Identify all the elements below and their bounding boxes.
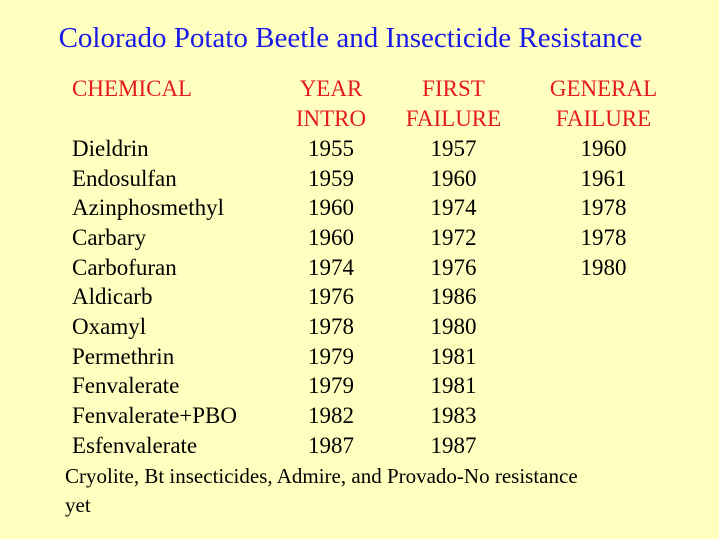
cell-general-failure: 1978 xyxy=(580,195,627,221)
cell-chemical: Fenvalerate+PBO xyxy=(72,403,237,429)
cell-year-intro: 1976 xyxy=(308,284,354,310)
cell-chemical: Fenvalerate xyxy=(72,373,180,399)
table-row xyxy=(62,312,690,342)
footnote: Cryolite, Bt insecticides, Admire, and Provado-No resistance yet xyxy=(65,464,578,517)
cell-chemical: Aldicarb xyxy=(72,284,153,310)
table-row xyxy=(62,223,690,253)
cell-general-failure xyxy=(517,342,690,372)
cell-first-failure: 1960 xyxy=(430,165,477,191)
cell-year-intro: 1982 xyxy=(308,403,354,429)
cell-first-failure: 1976 xyxy=(430,254,477,280)
cell-year-intro: 1987 xyxy=(308,432,354,458)
cell-first-failure: 1981 xyxy=(430,343,477,369)
cell-year-intro: 1979 xyxy=(308,373,354,399)
cell-first-failure: 1987 xyxy=(430,432,477,458)
cell-first-failure: 1972 xyxy=(430,224,477,250)
header-first-failure xyxy=(390,74,517,134)
cell-first-failure: 1983 xyxy=(430,403,477,429)
cell-first-failure: 1974 xyxy=(430,195,477,221)
cell-general-failure: 1980 xyxy=(580,254,627,280)
header-year-intro xyxy=(272,74,390,134)
header-chemical-label: CHEMICAL xyxy=(72,76,193,101)
table-header-row xyxy=(62,74,690,134)
cell-first-failure: 1980 xyxy=(430,313,477,339)
cell-chemical: Carbofuran xyxy=(72,254,177,280)
cell-year-intro: 1974 xyxy=(308,254,354,280)
header-chemical xyxy=(62,74,272,134)
cell-chemical: Endosulfan xyxy=(72,165,177,191)
table-row xyxy=(62,431,690,461)
table-row xyxy=(62,134,690,164)
cell-chemical: Carbary xyxy=(72,224,147,250)
table-row xyxy=(62,164,690,194)
cell-year-intro: 1955 xyxy=(308,135,354,161)
table-body xyxy=(62,134,690,461)
cell-year-intro: 1979 xyxy=(308,343,354,369)
cell-year-intro: 1960 xyxy=(308,195,354,221)
cell-chemical: Permethrin xyxy=(72,343,175,369)
resistance-table xyxy=(62,74,690,461)
header-general-failure-line1: GENERAL xyxy=(549,76,658,101)
cell-general-failure xyxy=(517,282,690,312)
cell-chemical: Azinphosmethyl xyxy=(72,195,225,221)
table-row xyxy=(62,342,690,372)
cell-general-failure: 1960 xyxy=(580,135,627,161)
cell-general-failure xyxy=(517,431,690,461)
cell-general-failure: 1978 xyxy=(580,224,627,250)
header-year-intro-line1: YEAR xyxy=(299,76,363,101)
table-row xyxy=(62,401,690,431)
cell-year-intro: 1960 xyxy=(308,224,354,250)
header-first-failure-line1: FIRST xyxy=(422,76,485,101)
cell-chemical: Dieldrin xyxy=(72,135,149,161)
header-first-failure-line2: FAILURE xyxy=(405,106,502,131)
header-year-intro-line2: INTRO xyxy=(295,106,367,131)
cell-general-failure xyxy=(517,312,690,342)
cell-first-failure: 1986 xyxy=(430,284,477,310)
cell-first-failure: 1957 xyxy=(430,135,477,161)
cell-general-failure xyxy=(517,372,690,402)
table-row xyxy=(62,282,690,312)
cell-year-intro: 1959 xyxy=(308,165,354,191)
cell-first-failure: 1981 xyxy=(430,373,477,399)
header-general-failure xyxy=(517,74,690,134)
slide-title: Colorado Potato Beetle and Insecticide Resistance xyxy=(58,22,643,54)
table-row xyxy=(62,372,690,402)
cell-chemical: Oxamyl xyxy=(72,313,147,339)
cell-general-failure: 1961 xyxy=(580,165,627,191)
table-row xyxy=(62,193,690,223)
cell-chemical: Esfenvalerate xyxy=(72,432,198,458)
header-general-failure-line2: FAILURE xyxy=(555,106,652,131)
table-row xyxy=(62,253,690,283)
cell-year-intro: 1978 xyxy=(308,313,354,339)
cell-general-failure xyxy=(517,401,690,431)
